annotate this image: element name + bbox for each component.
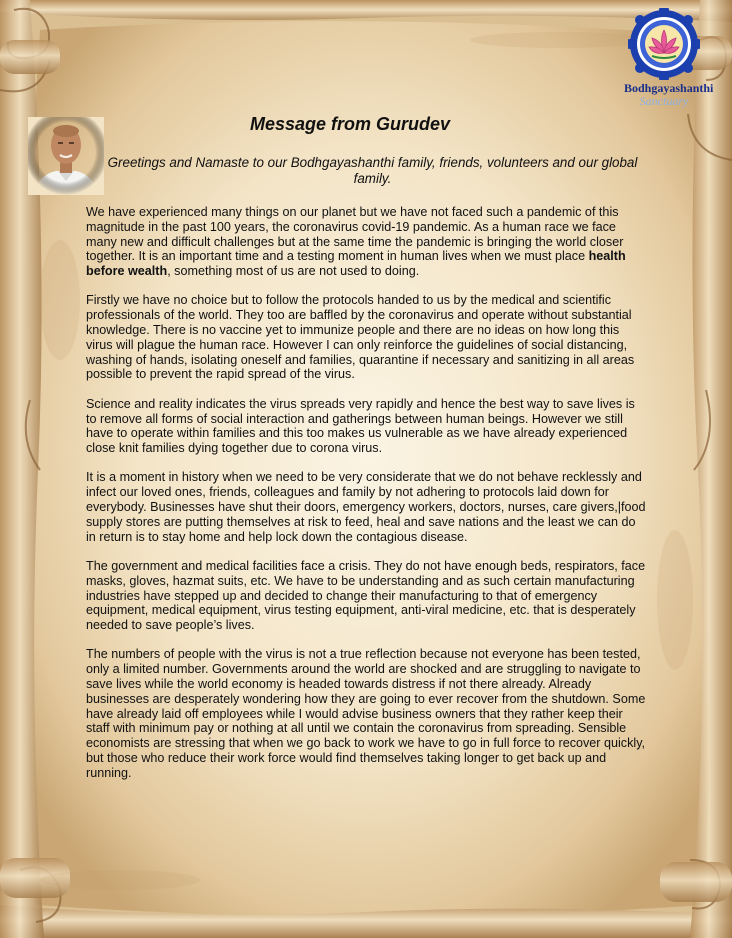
paragraph-3: Science and reality indicates the virus spreads very rapidly and hence the best way to save lives is to remove all forms of social interaction and gatherings between human beings. However we still have to operate within families and this too makes us vulnerable as we have already experienced close knit families dying together due to corona virus. (86, 396, 635, 456)
organization-logo[interactable] (624, 8, 732, 110)
page-title: Message from Gurudev (249, 114, 451, 134)
paragraph-1-start: We have experienced many things on our planet but we have not faced such a pandemic of this magnitude in the past 100 years, the coronavirus covid-19 pandemic. As a human race we face many new and difficult challenges but at the same time the pandemic is bringing the world closer together. It is an important time and a testing moment in human lives when we must place (86, 205, 624, 264)
paragraph-2: Firstly we have no choice but to follow the protocols handed to us by the medical and scientific professionals of the world. They too are baffled by the coronavirus and operate without substantial knowledge. There is no vaccine yet to immunize people and there are no ideas on how long this virus will plague the human race. However I can only reinforce the guidelines of social distancing, washing of hands, isolating oneself and families, quarantine if necessary and sanitizing in all areas possible to prevent the rapid spread of the virus. (86, 293, 635, 382)
logo-name: Bodhgayashanthi (624, 81, 714, 95)
paragraph-6: The numbers of people with the virus is not a true reflection because not everyone has been tested, only a limited number. Governments around the world are shocked and are struggling to navigate to save lives while the world economy is headed towards distress if not there already. Already businesses are desperately wondering how they are going to ever recover from the shutdown. Some have already laid off employees while I would advise business owners that they rather keep their staff with minimum pay or nothing at all until we contain the coronavirus from spreading. Sensible economists are stressing that when we go back to work we have to go in full force to recover quickly, but those who reduce their work force would find themselves taking longer to get back up and running. (86, 647, 646, 780)
paragraph-1 (86, 205, 646, 279)
paragraph-4: It is a moment in history when we need to be very considerate that we do not behave recklessly and infect our loved ones, friends, colleagues and family by not adhering to protocols laid down for everybody. Businesses have shut their doors, emergency workers, doctors, nurses, care givers,|food supply stores are putting themselves at risk to feed, heal and save nations and the least we can do in return is to stay home and help lock down the contagious disease. (86, 470, 646, 544)
logo-subtitle: Sanctuary (639, 94, 689, 108)
paragraph-1-emphasis: health before wealth (86, 249, 626, 279)
greeting-text: Greetings and Namaste to our Bodhgayashanthi family, friends, volunteers and our global family. (107, 155, 638, 186)
lotus-mandala-icon (628, 8, 700, 80)
gurudev-portrait (28, 117, 104, 195)
paragraph-5: The government and medical facilities face a crisis. They do not have enough beds, respirators, face masks, gloves, hazmat suits, etc. We have to be understanding and as such certain manufacturing industries have stepped up and decided to change their manufacturing to that of emergency equipment, medical equipment, virus testing equipment, anti-viral medicine, etc. that is desperately needed to save people’s lives. (86, 558, 646, 633)
paragraph-1-end: , something most of us are not used to doing. (167, 264, 420, 279)
message-body (86, 205, 646, 795)
